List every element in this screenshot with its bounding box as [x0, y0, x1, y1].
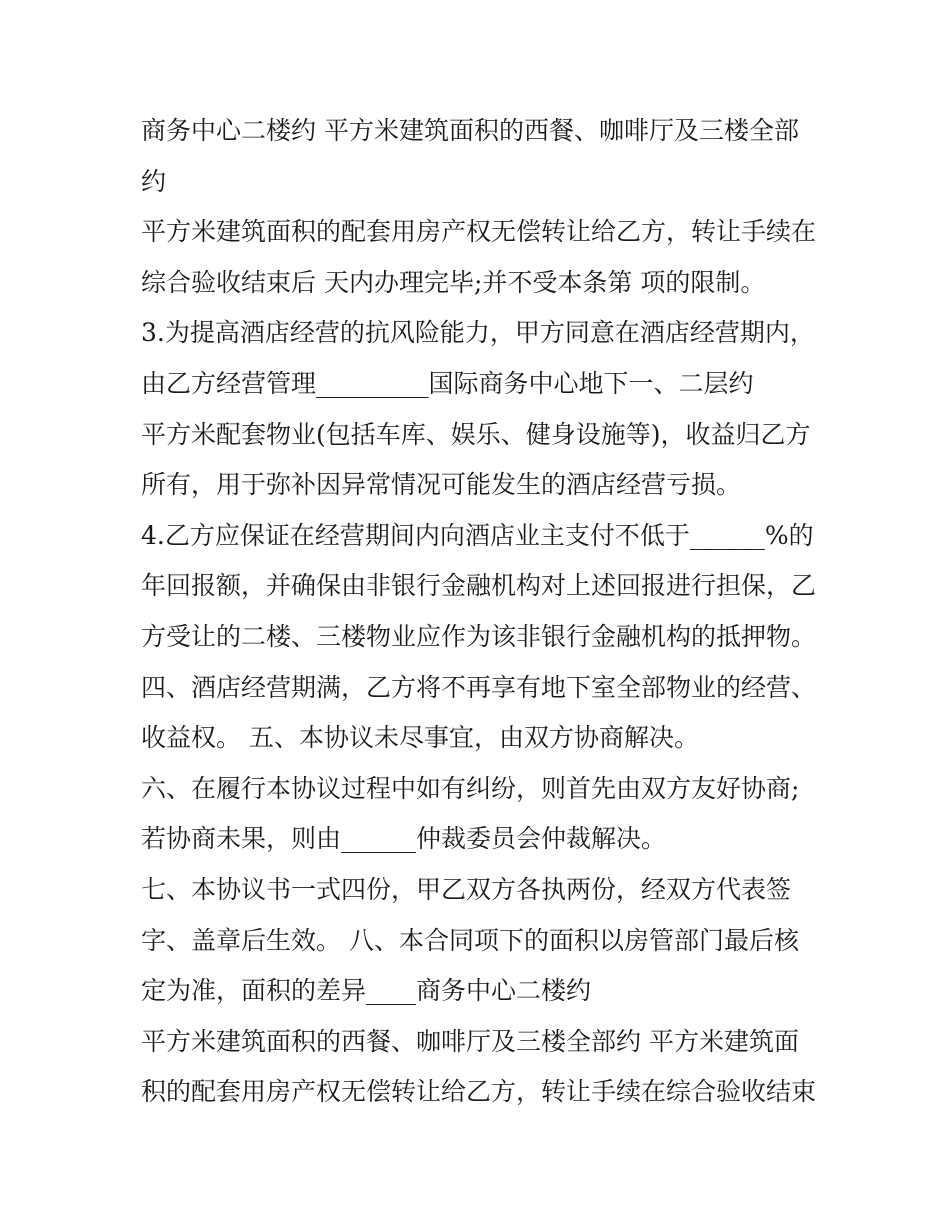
text-line-19: 平方米建筑面积的西餐、咖啡厅及三楼全部约 平方米建筑面: [141, 1026, 799, 1056]
text-line-4: 综合验收结束后 天内办理完毕;并不受本条第 项的限制。: [141, 267, 766, 297]
text-line-2: 约: [141, 166, 167, 196]
text-line-20: 积的配套用房产权无偿转让给乙方，转让手续在综合验收结束: [141, 1077, 817, 1107]
text-line-3: 平方米建筑面积的配套用房产权无偿转让给乙方，转让手续在: [141, 217, 817, 247]
text-line-9: 4.乙方应保证在经营期间内向酒店业主支付不低于______%的: [141, 520, 814, 550]
text-line-8: 所有，用于弥补因异常情况可能发生的酒店经营亏损。: [141, 470, 742, 500]
text-line-10: 年回报额，并确保由非银行金融机构对上述回报进行担保，乙: [141, 571, 817, 601]
text-line-12: 四、酒店经营期满，乙方将不再享有地下室全部物业的经营、: [141, 672, 817, 702]
text-line-13: 收益权。 五、本协议未尽事宜，由双方协商解决。: [141, 723, 699, 753]
text-line-6: 由乙方经营管理_________国际商务中心地下一、二层约: [141, 368, 754, 398]
text-line-17: 字、盖章后生效。 八、本合同项下的面积以房管部门最后核: [141, 925, 799, 955]
text-line-5: 3.为提高酒店经营的抗风险能力，甲方同意在酒店经营期内，: [141, 318, 815, 348]
text-line-15: 若协商未果，则由______仲裁委员会仲裁解决。: [141, 824, 667, 854]
text-line-1: 商务中心二楼约 平方米建筑面积的西餐、咖啡厅及三楼全部: [141, 116, 799, 145]
text-line-7: 平方米配套物业(包括车库、娱乐、健身设施等)，收益归乙方: [141, 419, 811, 449]
text-line-18: 定为准，面积的差异____商务中心二楼约: [141, 976, 592, 1006]
text-line-14: 六、在履行本协议过程中如有纠纷，则首先由双方友好协商;: [141, 773, 800, 803]
text-line-11: 方受让的二楼、三楼物业应作为该非银行金融机构的抵押物。: [141, 621, 817, 651]
document-body: [141, 106, 831, 1118]
text-line-16: 七、本协议书一式四份，甲乙双方各执两份，经双方代表签: [141, 874, 792, 904]
